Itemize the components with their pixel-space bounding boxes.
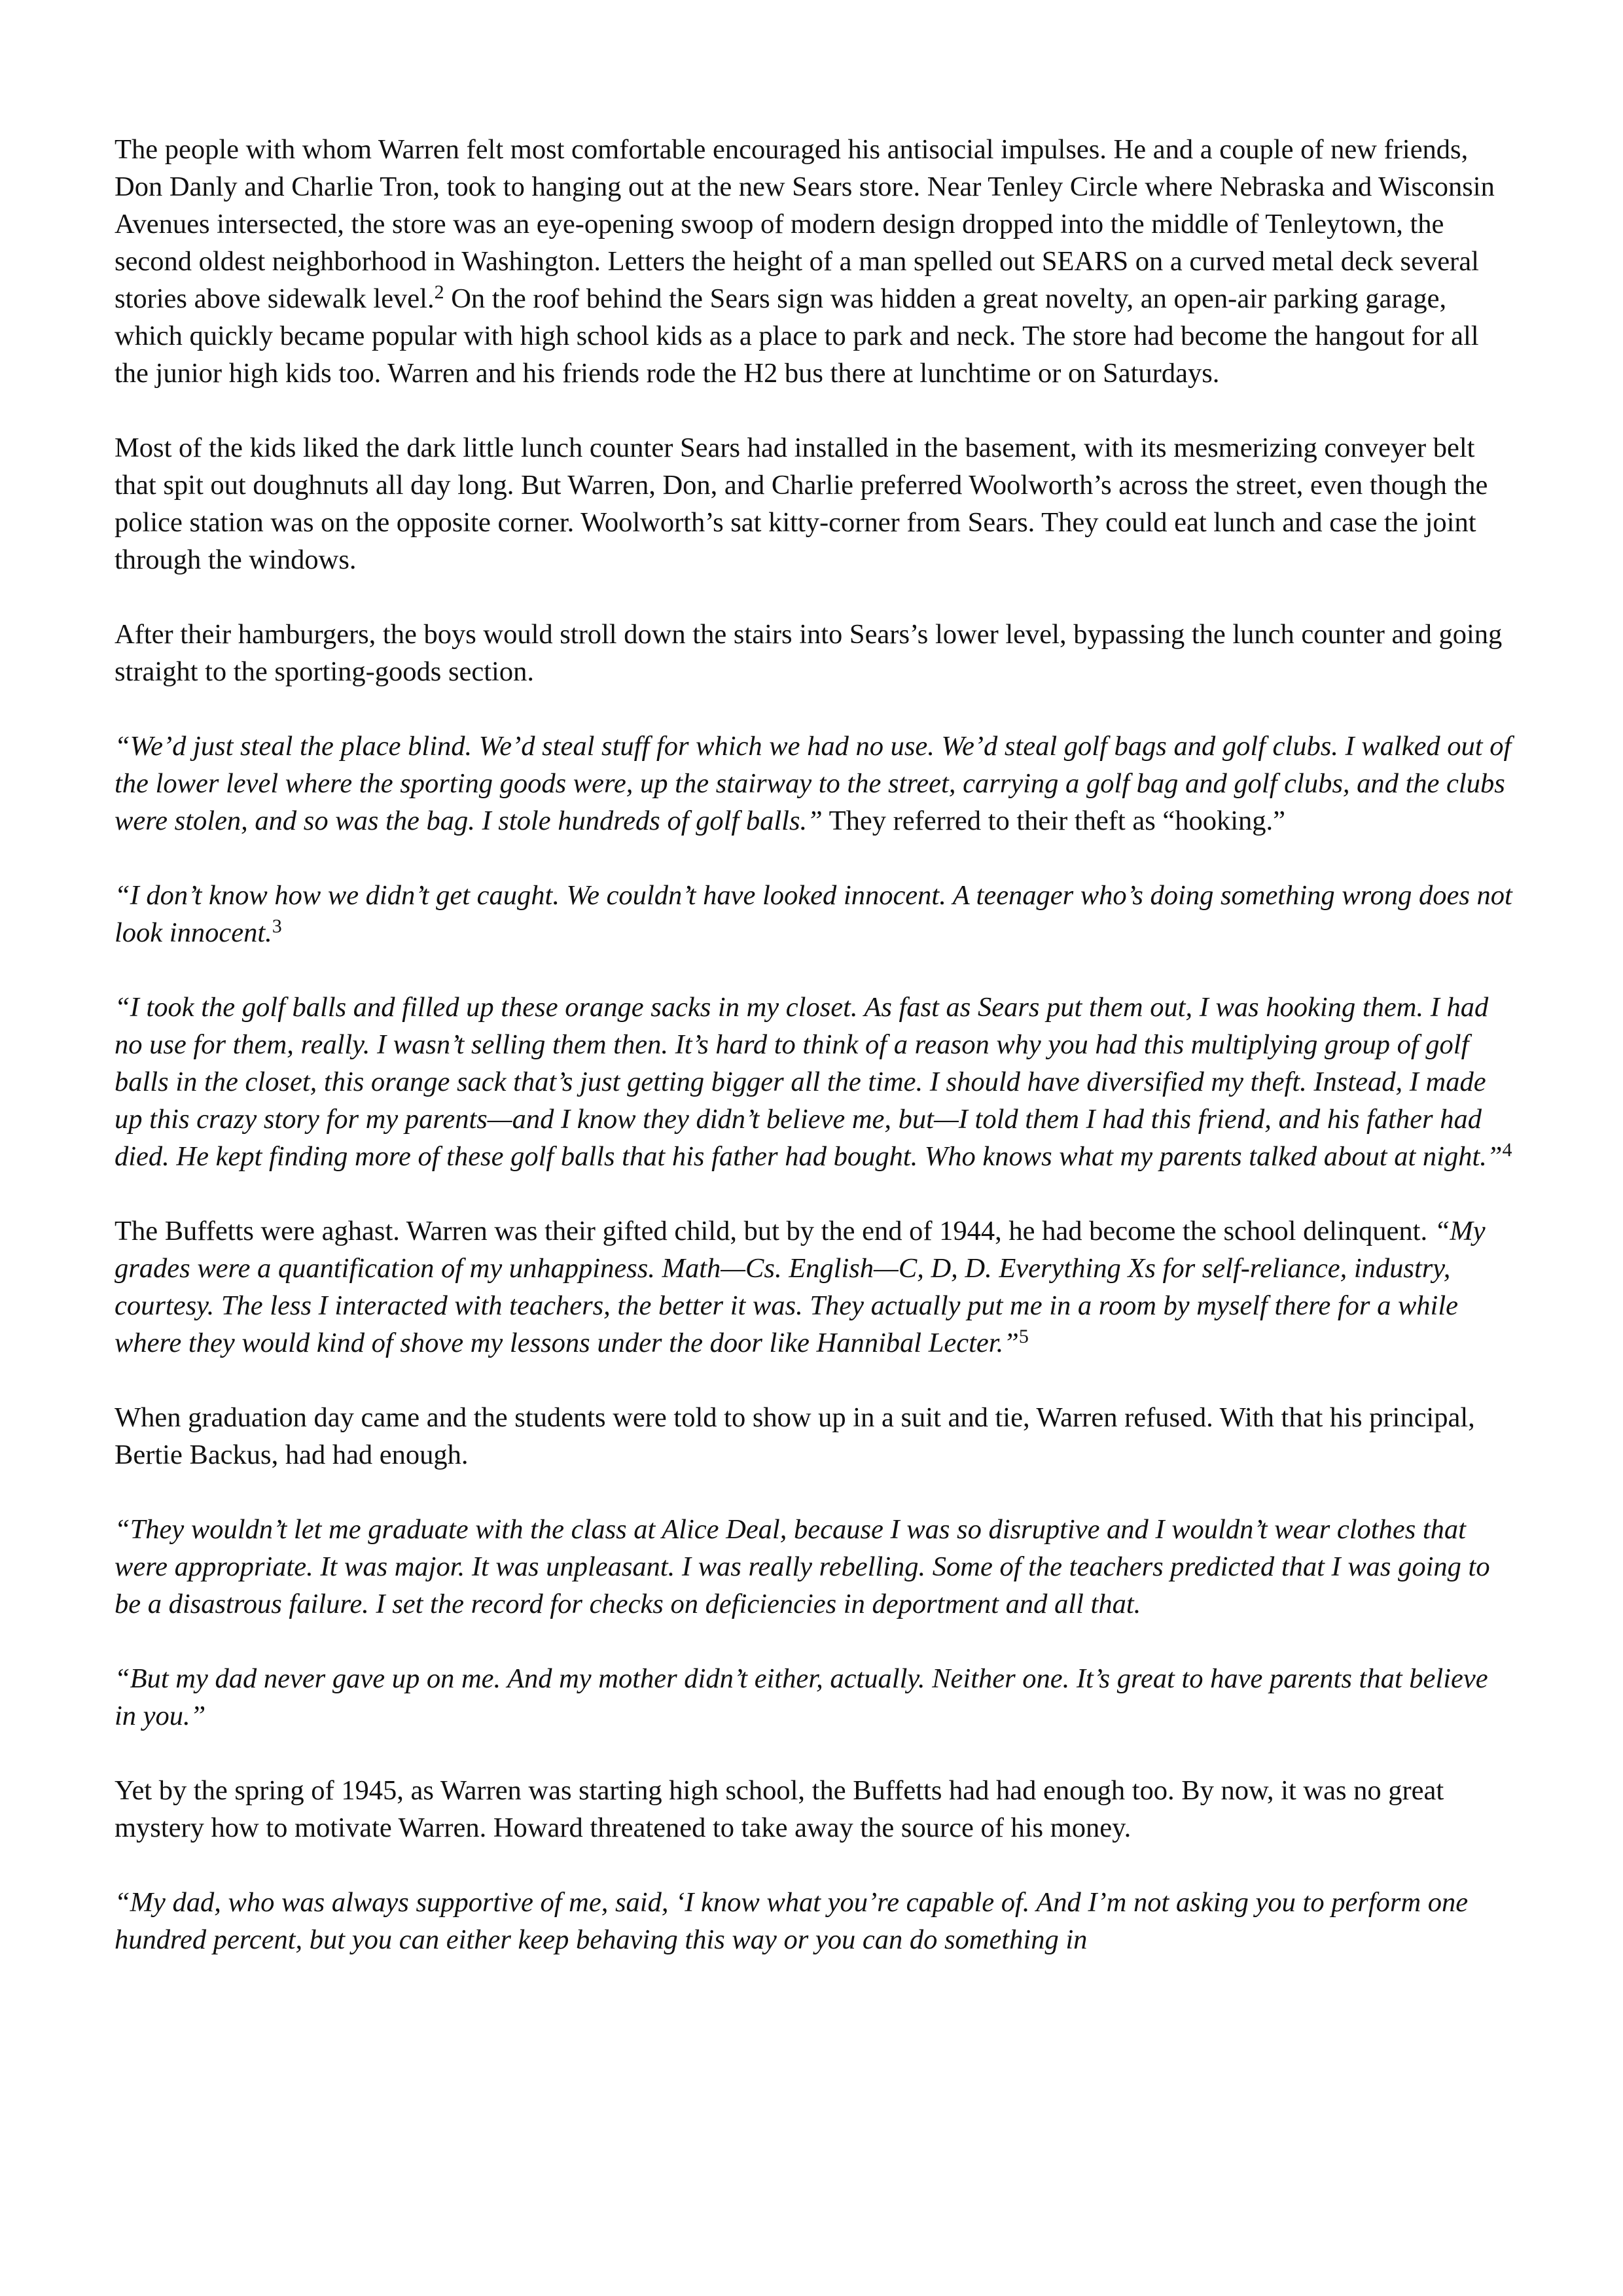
paragraph-text: They referred to their theft as “hooking.” [822, 805, 1286, 836]
paragraph-text: The people with whom Warren felt most comfortable encouraged his antisocial impulses. He and a couple of new friends, Don Danly and Charlie Tron, took to hanging out at the new Sears store. Near Tenley Circle where Nebraska and Wisconsin Avenues intersected, the store was an eye-opening swoop of modern design dropped into the middle of Tenleytown, the second oldest neighborhood in Washington. Letters the height of a man spelled out SEARS on a curved metal deck several stories above sidewalk level. [115, 134, 1495, 314]
paragraph-sears-store [115, 131, 1515, 392]
paragraph-steal-quote [115, 728, 1515, 839]
paragraph-text: The Buffetts were aghast. Warren was their gifted child, but by the end of 1944, he had become the school delinquent. [115, 1216, 1435, 1246]
quote-text: “My grades were a quantification of my unhappiness. Math—Cs. English—C, D, D. Everything Xs for self-reliance, industry, courtesy. The less I interacted with teachers, the better it was. They actually put me in a room by myself there for a while where they would kind of shove my lessons under the door like Hannibal Lecter.” [115, 1216, 1486, 1358]
paragraph-delinquent [115, 1212, 1515, 1362]
paragraph-innocent-quote [115, 877, 1515, 951]
paragraph-golf-balls-quote [115, 989, 1515, 1175]
paragraph-spring-1945: Yet by the spring of 1945, as Warren was starting high school, the Buffetts had had enough too. By now, it was no great mystery how to motivate Warren. Howard threatened to take away the source of his money. [115, 1775, 1444, 1843]
footnote-marker: 5 [1018, 1326, 1029, 1347]
paragraph-dad-quote: “But my dad never gave up on me. And my mother didn’t either, actually. Neither one. It’s great to have parents that believe in you.” [115, 1663, 1488, 1731]
paragraph-capable-quote: “My dad, who was always supportive of me, said, ‘I know what you’re capable of. And I’m not asking you to perform one hundred percent, but you can either keep behaving this way or you can do something in [115, 1887, 1469, 1955]
footnote-marker: 4 [1502, 1139, 1512, 1161]
footnote-marker: 2 [434, 281, 444, 303]
quote-text: “I don’t know how we didn’t get caught. We couldn’t have looked innocent. A teenager who’s doing something wrong does not look innocent. [115, 880, 1512, 948]
quote-text: “I took the golf balls and filled up these orange sacks in my closet. As fast as Sears put them out, I was hooking them. I had no use for them, really. I wasn’t selling them then. It’s hard to think of a reason why you had this multiplying group of golf balls in the closet, this orange sack that’s just getting bigger all the time. I should have diversified my theft. Instead, I made up this crazy story for my parents—and I know they didn’t believe me, but—I told them I had this friend, and his father had died. He kept finding more of these golf balls that his father had bought. Who knows what my parents talked about at night.” [115, 992, 1503, 1172]
paragraph-lunch-counter: Most of the kids liked the dark little lunch counter Sears had installed in the basement, with its mesmerizing conveyer belt that spit out doughnuts all day long. But Warren, Don, and Charlie preferred Woolworth’s across the street, even though the police station was on the opposite corner. Woolworth’s sat kitty-corner from Sears. They could eat lunch and case the joint through the windows. [115, 433, 1488, 575]
footnote-marker: 3 [272, 915, 282, 937]
paragraph-graduation: When graduation day came and the students were told to show up in a suit and tie, Warren refused. With that his principal, Bertie Backus, had had enough. [115, 1402, 1475, 1470]
paragraph-sporting-goods: After their hamburgers, the boys would stroll down the stairs into Sears’s lower level, bypassing the lunch counter and going straight to the sporting-goods section. [115, 619, 1503, 687]
paragraph-text: On the roof behind the Sears sign was hidden a great novelty, an open-air parking garage, which quickly became popular with high school kids as a place to park and neck. The store had become the hangout for all the junior high kids too. Warren and his friends rode the H2 bus there at lunchtime or on Saturdays. [115, 283, 1479, 389]
document-page [115, 131, 1515, 1996]
quote-text: “We’d just steal the place blind. We’d steal stuff for which we had no use. We’d steal golf bags and golf clubs. I walked out of the lower level where the sporting goods were, up the stairway to the street, carrying a golf bag and golf clubs, and the clubs were stolen, and so was the bag. I stole hundreds of golf balls.” [115, 731, 1512, 836]
paragraph-alice-deal-quote: “They wouldn’t let me graduate with the class at Alice Deal, because I was so disruptive and I wouldn’t wear clothes that were appropriate. It was major. It was unpleasant. I was really rebelling. Some of the teachers predicted that I was going to be a disastrous failure. I set the record for checks on deficiencies in deportment and all that. [115, 1514, 1490, 1619]
